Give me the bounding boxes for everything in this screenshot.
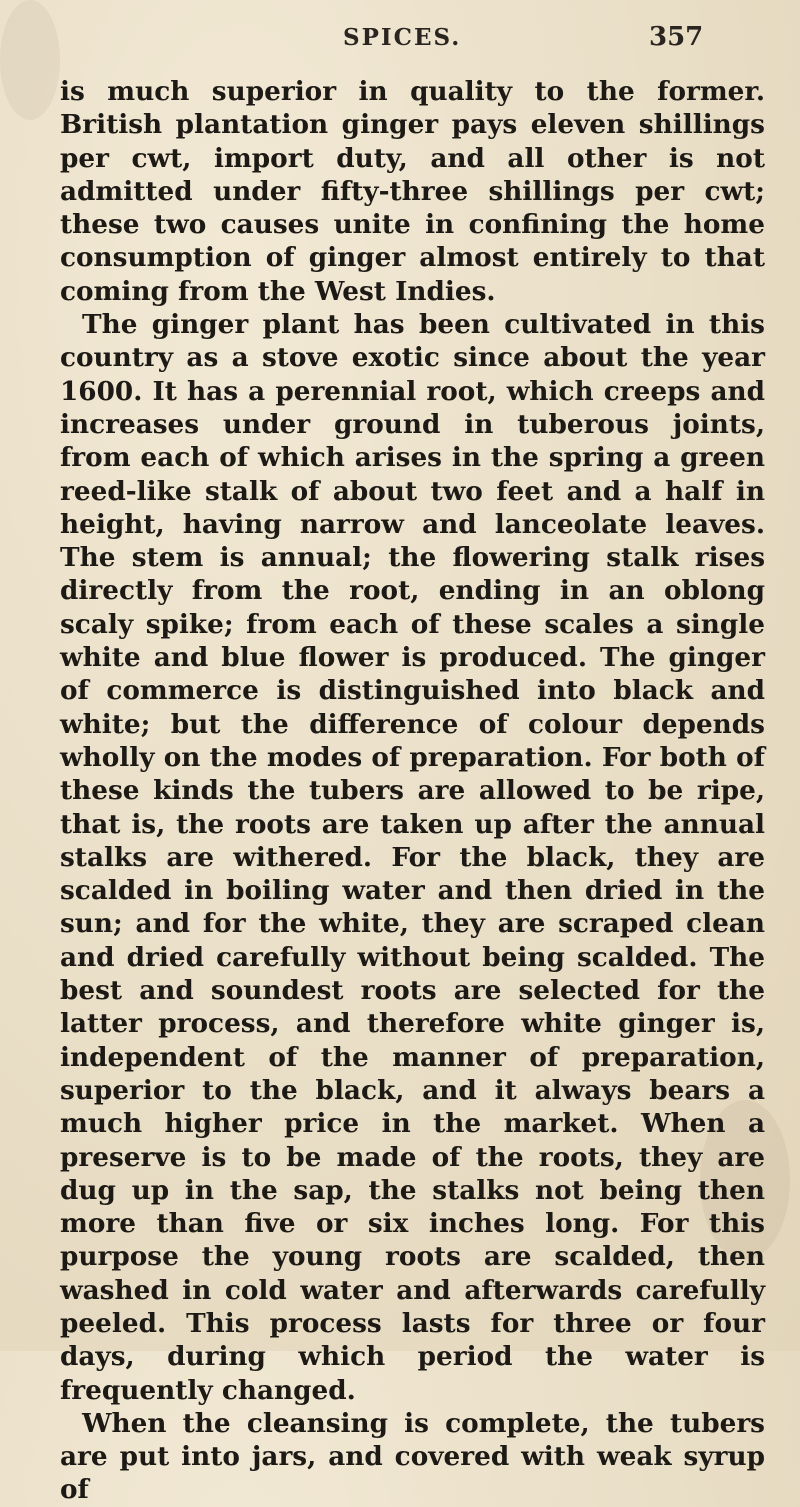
running-title: SPICES. [343,24,462,51]
body-text [60,75,765,1507]
page-number: 357 [649,22,704,52]
running-head [0,14,800,54]
paragraph-import-duty: is much superior in quality to the former. British plantation ginger pays eleven shillings per cwt, import duty, and all other is not admitted under fifty-three shillings per cwt; these two causes unite in confining the home consumption of ginger almost entirely to that coming from the West Indies. [60,76,765,307]
paragraph-cleansing: When the cleansing is complete, the tubers are put into jars, and covered with weak syrup of [60,1407,765,1506]
paragraph-ginger-plant: The ginger plant has been cultivated in this country as a stove exotic since about the year 1600. It has a perennial root, which creeps and increases under ground in tuberous joints, from each of which arises in the spring a green reed-like stalk of about two feet and a half in height, having narrow and lanceolate leaves. The stem is annual; the flowering stalk rises directly from the root, ending in an oblong scaly spike; from each of these scales a single white and blue flower is produced. The ginger of commerce is distinguished into black and white; but the difference of colour depends wholly on the modes of preparation. For both of these kinds the tubers are allowed to be ripe, that is, the roots are taken up after the annual stalks are withered. For the black, they are scalded in boiling water and then dried in the sun; and for the white, they are scraped clean and dried carefully without being scalded. The best and soundest roots are selected for the latter process, and therefore white ginger is, independent of the manner of preparation, superior to the black, and it always bears a much higher price in the market. When a preserve is to be made of the roots, they are dug up in the sap, the stalks not being then more than five or six inches long. For this purpose the young roots are scalded, then washed in cold water and afterwards carefully peeled. This process lasts for three or four days, during which period the water is frequently changed. [60,309,765,1406]
